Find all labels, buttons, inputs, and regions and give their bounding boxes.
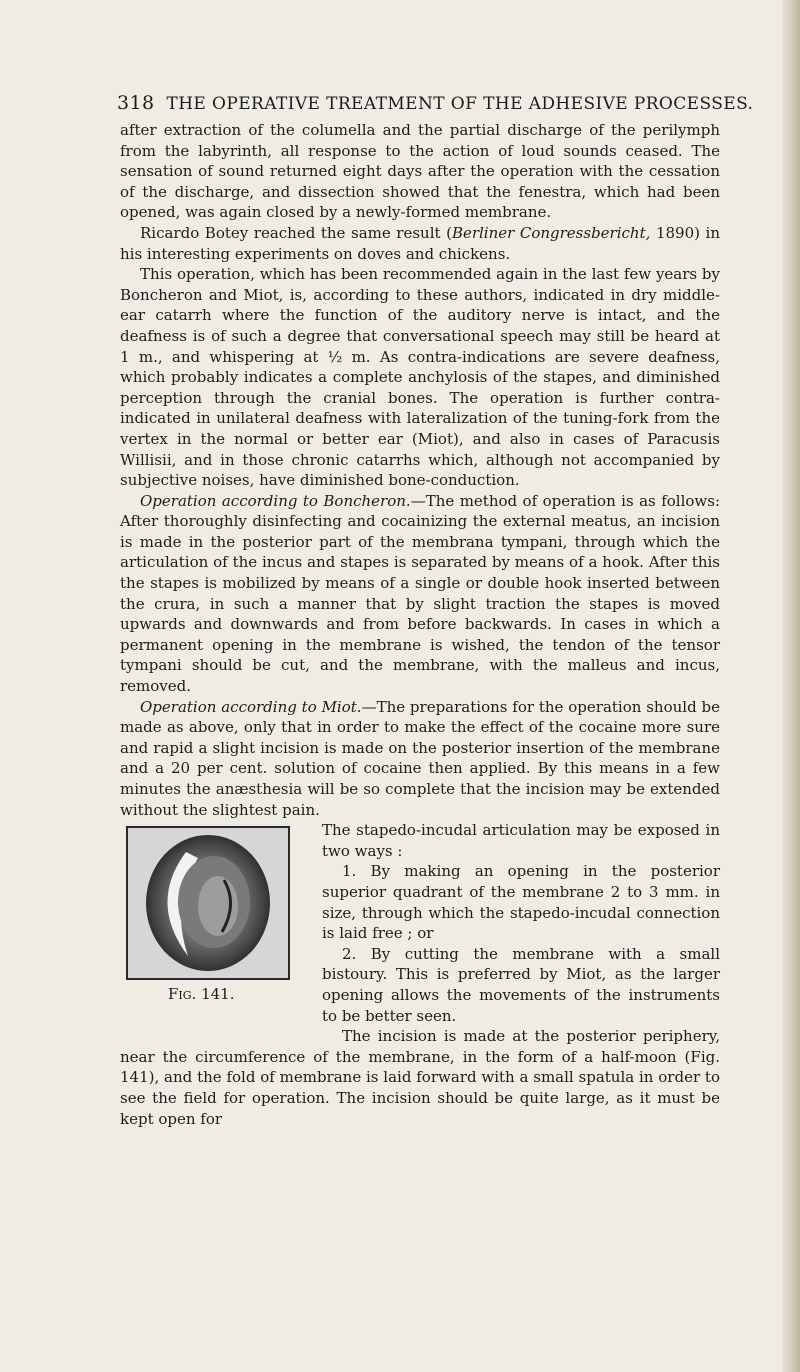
running-header	[117, 92, 754, 114]
paragraph-2	[120, 223, 720, 264]
figure-wrap-block	[120, 820, 720, 1129]
paragraph-1: after extraction of the columella and the partial discharge of the perilymph from the labyrinth, all response to the action of loud sounds ceased. The sensation of sound returned eight days after the operation with the cessation of the discharge, and dissection showed that the fenestra, which had been opened, was again closed by a newly-formed membrane.	[120, 121, 720, 222]
ear-membrane-illustration	[128, 828, 288, 978]
paragraph-2-text-b: 1890) in his interesting experiments on doves and chickens.	[120, 223, 720, 263]
body-text	[120, 120, 720, 1129]
list-item-1: 1. By making an opening in the posterior superior quadrant of the membrane 2 to 3 mm. in size, through which the stapedo-incudal connection is laid free ; or	[322, 862, 720, 943]
page-edge	[782, 0, 800, 1372]
page-number: 318	[117, 92, 155, 114]
paragraph-5	[120, 697, 720, 821]
paragraph-4-text: —The method of operation is as follows: After thoroughly disinfecting and cocainizing the external meatus, an incision is made in the posterior part of the membrana tympani, through which the articulation of the incus and stapes is separated by means of a hook. After this the stapes is mobilized by means of a single or double hook inserted between the crura, in such a manner that by slight traction the stapes is moved upwards and downwards and from before backwards. In cases in which a permanent opening in the membrane is wished, the tendon of the tensor tympani should be cut, and the membrane, with the malleus and incus, removed.	[120, 491, 720, 696]
figure-image	[126, 826, 290, 980]
paragraph-2-text-a: Ricardo Botey reached the same result (	[140, 223, 452, 242]
figure-141	[120, 820, 322, 1026]
paragraph-3: This operation, which has been recommended again in the last few years by Boncheron and Miot, is, according to these authors, indicated in dry middle-ear catarrh where the function of the auditory nerve is intact, and the deafness is of such a degree that conversational speech may still be heard at 1 m., and whispering at ½ m. As contra-indications are severe deafness, which probably indicates a complete anchylosis of the stapes, and diminished perception through the cranial bones. The operation is further contra-indicated in unilateral deafness with lateralization of the tuning-fork from the vertex in the normal or better ear (Miot), and also in cases of Paracusis Willisii, and in those chronic catarrhs which, although not accompanied by subjective noises, have diminished bone-conduction.	[120, 265, 720, 490]
miot-heading: Operation according to Miot.	[140, 697, 362, 716]
paragraph-4	[120, 491, 720, 697]
boncheron-heading: Operation according to Boncheron.	[140, 491, 411, 510]
running-title: THE OPERATIVE TREATMENT OF THE ADHESIVE PROCESSES.	[166, 94, 754, 114]
figure-caption: Fig. 141.	[168, 985, 235, 1004]
paragraph-6: The incision is made at the posterior periphery, near the circumference of the membrane, in the form of a half-moon (Fig. 141), and the fold of membrane is laid forward with a small spatula in order to see the field for operation. The incision should be quite large, as it must be kept open for	[120, 1027, 720, 1128]
paragraph-5-text-a: —The preparations for the operation should be made as above, only that in order to make the effect of the cocaine more sure and rapid a slight incision is made on the posterior insertion of the membrane and a 20 per cent. solution of cocaine then applied. By this means in a few minutes the anæsthesia will be so complete that the incision may be extended without the slightest pain.	[120, 697, 720, 819]
paragraph-5-continued: The stapedo-incudal articulation may be exposed in two ways :	[322, 821, 720, 860]
list-item-2: 2. By cutting the membrane with a small bistoury. This is preferred by Miot, as the larger opening allows the movements of the instruments to be better seen.	[322, 944, 720, 1025]
journal-title: Berliner Congressbericht,	[451, 223, 651, 242]
